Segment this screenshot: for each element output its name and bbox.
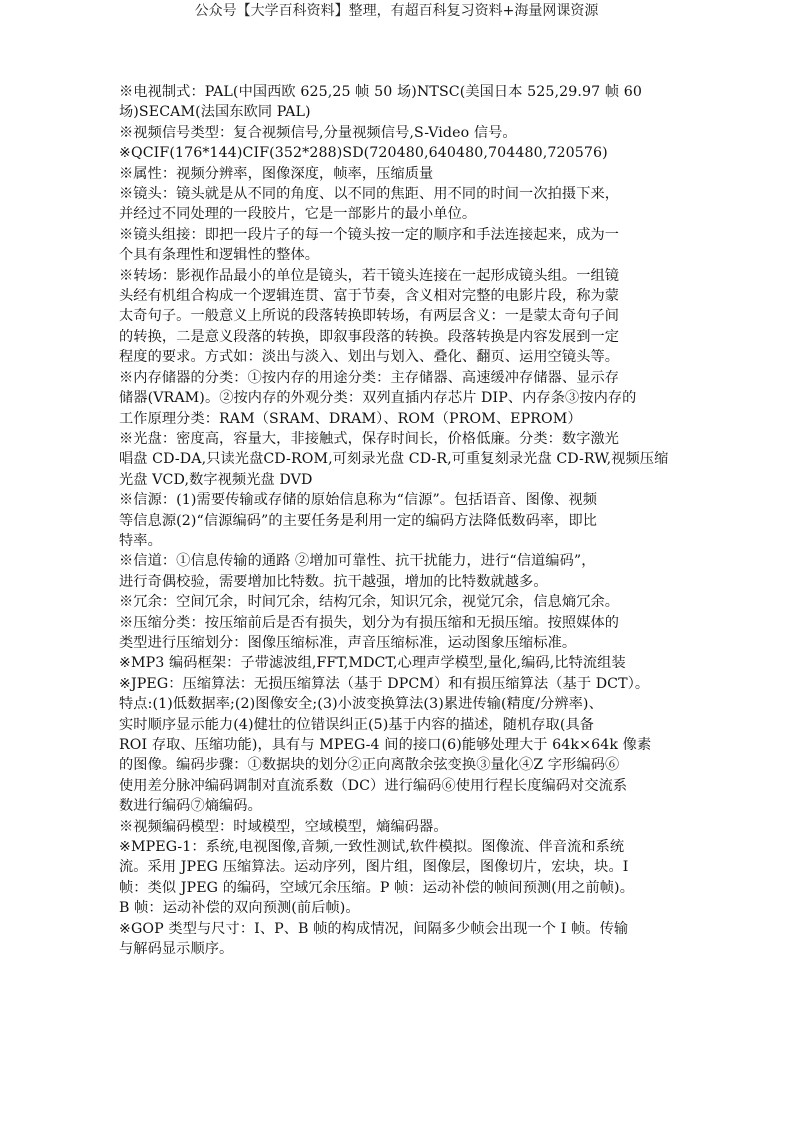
paragraph-transition: ※转场：影视作品最小的单位是镜头，若干镜头连接在一起形成镜头组。一组镜 头经有机组合构成一个逻辑连贯、富于节奏，含义相对完整的电影片段，称为蒙 太奇句子。一般意义上所说的段落转换即转场，有两层含义：一是蒙太奇句子间 的转换，二是意义段落的转换，即叙事段落的转换。段落转换是内容发展到一定 程度的要求。方式如：淡出与淡入、划出与划入、叠化、翻页、运用空镜头等。 xyxy=(119,267,620,366)
paragraph-mp3: ※MP3 编码框架：子带滤波组,FFT,MDCT,心理声学模型,量化,编码,比特流组装 xyxy=(119,655,626,672)
paragraph-video-signal-types: ※视频信号类型：复合视频信号,分量视频信号,S-Video 信号。 xyxy=(119,124,517,141)
paragraph-internal-memory: ※内存储器的分类：①按内存的用途分类：主存储器、高速缓冲存储器、显示存 储器(VRAM)。②按内存的外观分类：双列直插内存芯片 DIP、内存条③按内存的 工作原理分类：RAM（SRAM、DRAM）、ROM（PROM、EPROM） xyxy=(119,369,637,427)
paragraph-channel: ※信道：①信息传输的通路 ②增加可靠性、抗干扰能力，进行“信道编码”， 进行奇偶校验，需要增加比特数。抗干越强，增加的比特数就越多。 xyxy=(119,553,596,590)
paragraph-shot-assembly: ※镜头组接：即把一段片子的每一个镜头按一定的顺序和手法连接起来，成为一 个具有条理性和逻辑性的整体。 xyxy=(119,226,620,264)
paragraph-mpeg1: ※MPEG-1：系统,电视图像,音频,一致性测试,软件模拟。图像流、伴音流和系统 流。采用 JPEG 压缩算法。运动序列，图片组，图像层，图像切片，宏块，块。I 帧：类似 JPEG 的编码，空域冗余压缩。P 帧：运动补偿的帧间预测(用之前帧)。 B 帧：运动补偿的双向预测(前后帧)。 xyxy=(119,839,634,917)
paragraph-gop: ※GOP 类型与尺寸：I、P、B 帧的构成情况，间隔多少帧会出现一个 I 帧。传输 与解码显示顺序。 xyxy=(119,920,629,958)
paragraph-source: ※信源：(1)需要传输或存储的原始信息称为“信源”。包括语音、图像、视频 等信息源(2)“信源编码”的主要任务是利用一定的编码方法降低数码率，即比 特率。 xyxy=(119,492,598,549)
paragraph-tv-standards: ※电视制式：PAL(中国西欧 625,25 帧 50 场)NTSC(美国日本 525,29.97 帧 60 场)SECAM(法国东欧同 PAL) xyxy=(119,84,642,121)
paragraph-optical-disc: ※光盘：密度高，容量大，非接触式，保存时间长，价格低廉。分类：数字激光 唱盘 CD-DA,只读光盘CD-ROM,可刻录光盘 CD-R,可重复刻录光盘 CD-RW,视频压缩 光盘 VCD,数字视频光盘 DVD xyxy=(119,430,669,488)
paragraph-compression-types: ※压缩分类：按压缩前后是否有损失，划分为有损压缩和无损压缩。按照媒体的 类型进行压缩划分：图像压缩标准，声音压缩标准，运动图象压缩标准。 xyxy=(119,614,620,651)
page-header: 公众号【大学百科资料】整理，有超百科复习资料+海量网课资源 xyxy=(194,3,599,19)
document-body xyxy=(119,82,679,959)
paragraph-jpeg: ※JPEG：压缩算法：无损压缩算法（基于 DPCM）和有损压缩算法（基于 DCT）。 特点:(1)低数据率;(2)图像安全;(3)小波变换算法(3)累进传输(精度/分辨率)、 实时顺序显示能力(4)健壮的位错误纠正(5)基于内容的描述，随机存取(具备 ROI 存取、压缩功能)，具有与 MPEG-4 间的接口(6)能够处理大于 64k×64k 像素 的图像。编码步骤：①数据块的划分②正向离散余弦变换③量化④Z 字形编码⑥ 使用差分脉冲编码调制对直流系数（DC）进行编码⑥使用行程长度编码对交流系 数进行编码⑦熵编码。 xyxy=(119,675,652,815)
paragraph-video-coding-model: ※视频编码模型：时域模型，空域模型，熵编码器。 xyxy=(119,818,448,835)
paragraph-redundancy: ※冗余：空间冗余，时间冗余，结构冗余，知识冗余，视觉冗余，信息熵冗余。 xyxy=(119,594,620,611)
paragraph-shot: ※镜头：镜头就是从不同的角度、以不同的焦距、用不同的时间一次拍摄下来， 并经过不同处理的一段胶片，它是一部影片的最小单位。 xyxy=(119,186,620,223)
paragraph-resolutions: ※QCIF(176*144)CIF(352*288)SD(720480,640480,704480,720576) xyxy=(119,145,608,162)
paragraph-attributes: ※属性：视频分辨率，图像深度，帧率，压缩质量 xyxy=(119,165,434,182)
